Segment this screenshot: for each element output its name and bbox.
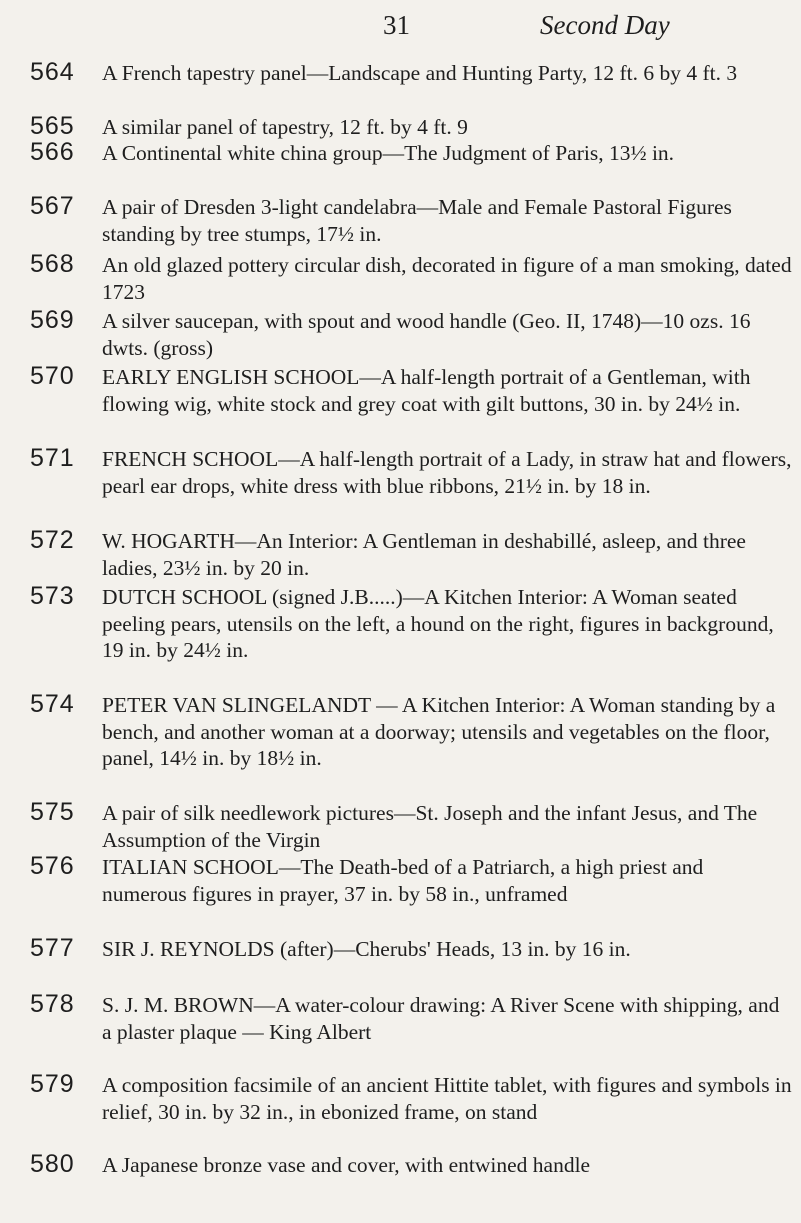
lot-number: 568 (30, 250, 75, 278)
lot-number: 575 (30, 798, 75, 826)
page-number: 31 (383, 10, 410, 40)
lot-number: 567 (30, 192, 75, 220)
lot-description: A composition facsimile of an ancient Hittite tablet, with figures and symbols in relief, 30 in. by 32 in., in ebonized frame, on stand (102, 1073, 792, 1124)
running-title: Second Day (540, 10, 670, 40)
lot-description: EARLY ENGLISH SCHOOL—A half-length portrait of a Gentleman, with flowing wig, white stock and grey coat with gilt buttons, 30 in. by 24½ in. (102, 365, 751, 416)
lot-number: 573 (30, 582, 75, 610)
lot-description: SIR J. REYNOLDS (after)—Cherubs' Heads, 13 in. by 16 in. (102, 937, 631, 961)
lot-number: 578 (30, 990, 75, 1018)
lot-description: DUTCH SCHOOL (signed J.B.....)—A Kitchen Interior: A Woman seated peeling pears, utensils on the left, a hound on the right, figures in background, 19 in. by 24½ in. (102, 585, 774, 662)
lot-description: A Continental white china group—The Judgment of Paris, 13½ in. (102, 141, 675, 165)
lot-description: S. J. M. BROWN—A water-colour drawing: A River Scene with shipping, and a plaster plaque — King Albert (102, 993, 780, 1044)
lot-number: 576 (30, 852, 75, 880)
lot-description: W. HOGARTH—An Interior: A Gentleman in deshabillé, asleep, and three ladies, 23½ in. by 20 in. (102, 529, 746, 580)
lot-description: A French tapestry panel—Landscape and Hunting Party, 12 ft. 6 by 4 ft. 3 (102, 61, 738, 85)
page-header (0, 10, 801, 50)
lot-description: A silver saucepan, with spout and wood handle (Geo. II, 1748)—10 ozs. 16 dwts. (gross) (102, 309, 751, 360)
lot-number: 565 (30, 112, 75, 140)
lot-description: A pair of silk needlework pictures—St. Joseph and the infant Jesus, and The Assumption of the Virgin (102, 801, 758, 852)
lot-description: FRENCH SCHOOL—A half-length portrait of a Lady, in straw hat and flowers, pearl ear drops, white dress with blue ribbons, 21½ in. by 18 in. (102, 447, 792, 498)
lot-number: 572 (30, 526, 75, 554)
lot-number: 580 (30, 1150, 75, 1178)
lot-description: PETER VAN SLINGELANDT — A Kitchen Interior: A Woman standing by a bench, and another woman at a doorway; utensils and vegetables on the floor, panel, 14½ in. by 18½ in. (102, 693, 776, 770)
lot-description: A Japanese bronze vase and cover, with entwined handle (102, 1153, 591, 1177)
lot-number: 564 (30, 58, 75, 86)
lot-description: A pair of Dresden 3-light candelabra—Male and Female Pastoral Figures standing by tree stumps, 17½ in. (102, 195, 732, 246)
lot-number: 571 (30, 444, 75, 472)
lot-number: 570 (30, 362, 75, 390)
lot-description: An old glazed pottery circular dish, decorated in figure of a man smoking, dated 1723 (102, 253, 792, 304)
lot-description: A similar panel of tapestry, 12 ft. by 4 ft. 9 (102, 115, 468, 139)
lot-description: ITALIAN SCHOOL—The Death-bed of a Patriarch, a high priest and numerous figures in prayer, 37 in. by 58 in., unframed (102, 855, 704, 906)
lot-number: 579 (30, 1070, 75, 1098)
lot-number: 577 (30, 934, 75, 962)
lot-number: 569 (30, 306, 75, 334)
lot-number: 566 (30, 138, 75, 166)
lot-number: 574 (30, 690, 75, 718)
